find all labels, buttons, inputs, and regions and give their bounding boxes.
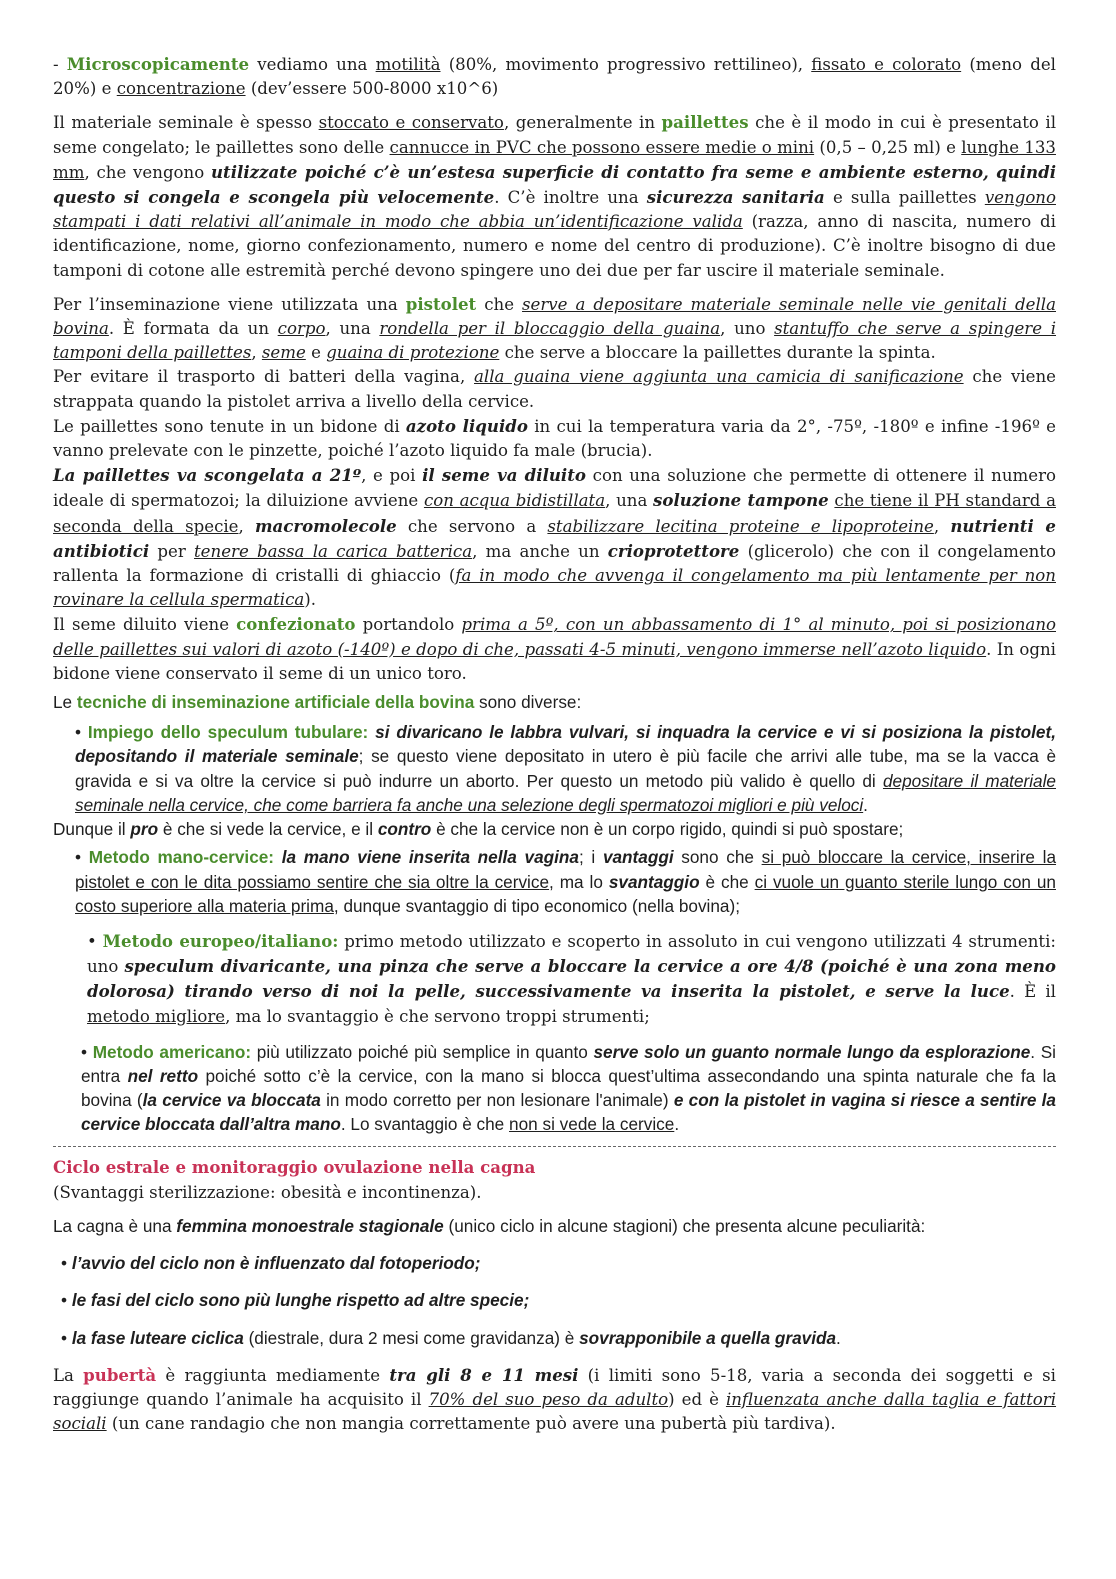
bullet-metodo-americano: • Metodo americano: più utilizzato poiché più semplice in quanto serve solo un guanto normale lungo da esplorazione. Si entra nel retto poiché sotto c’è la cervice, con la mano si blocca quest’ultima assecondando una spinta naturale che fa la bovina (la cervice va bloccata in modo corretto per non lesionare l'animale) e con la pistolet in vagina si riesce a sentire la cervice bloccata dall’altra mano. Lo svantaggio è che non si vede la cervice. bbox=[81, 1041, 1057, 1135]
keyword-confezionato: confezionato bbox=[236, 614, 356, 635]
list-item: • la fase luteare ciclica (diestrale, dura 2 mesi come gravidanza) è sovrapponibile a quella gravida. bbox=[61, 1327, 841, 1348]
paragraph-bacteria: Per evitare il trasporto di batteri della vagina, alla guaina viene aggiunta una camicia di sanificazione che viene strappata quando la pistolet arriva a livello della cervice. bbox=[53, 367, 1056, 411]
bullet-icon: • bbox=[87, 931, 97, 951]
paragraph-tecniche: Le tecniche di inseminazione artificiale della bovina sono diverse: bbox=[53, 692, 582, 713]
bullet-icon: • bbox=[61, 1327, 68, 1348]
paragraph-paillettes: Il materiale seminale è spesso stoccato e conservato, generalmente in paillettes che è il modo in cui è presentato il seme congelato; le paillettes sono delle cannucce in PVC che possono essere medie o mini (0,5 – 0,25 ml) e lunghe 133 mm, che vengono utilizzate poiché c’è un’estesa superficie di contatto fra seme e ambiente esterno, quindi questo si congela e scongela più velocemente. C’è inoltre una sicurezza sanitaria e sulla paillettes vengono stampati i dati relativi all’animale in modo che abbia un’identificazione valida (razza, anno di nascita, numero di identificazione, nome, giorno confezionamento, numero e nome del centro di produzione). C’è inoltre bisogno di due tamponi di cotone alle estremità perché devono spingere uno dei due per far uscire il materiale seminale. bbox=[53, 112, 1057, 280]
keyword-pistolet: pistolet bbox=[405, 293, 477, 314]
keyword-puberta: pubertà bbox=[83, 1364, 157, 1385]
list-item: • l’avvio del ciclo non è influenzato dal fotoperiodo; bbox=[61, 1253, 481, 1274]
bullet-icon: • bbox=[61, 1253, 68, 1274]
keyword-microscopicamente: Microscopicamente bbox=[66, 54, 250, 74]
bullet-metodo-europeo: • Metodo europeo/italiano: primo metodo utilizzato e scoperto in assoluto in cui vengono utilizzati 4 strumenti: uno speculum divaricante, una pinza che serve a bloccare la cervice a ore 4/8 (poiché è una zona meno dolorosa) tirando verso di noi la pelle, successivamente va inserita la pistolet, e serve la luce. È il metodo migliore, ma lo svantaggio è che servono troppi strumenti; bbox=[87, 930, 1056, 1026]
keyword-tecniche: tecniche di inseminazione artificiale della bovina bbox=[76, 692, 475, 713]
paragraph-azoto: Le paillettes sono tenute in un bidone di azoto liquido in cui la temperatura varia da 2°, -75º, -180º e infine -196º e vanno prelevate con le pinzette, poiché l’azoto liquido fa male (brucia). bbox=[53, 415, 1056, 461]
bullet-icon: • bbox=[75, 722, 82, 743]
list-item: • le fasi del ciclo sono più lunghe rispetto ad altre specie; bbox=[61, 1290, 530, 1311]
bullet-icon: • bbox=[61, 1290, 68, 1311]
paragraph-scongelamento: La paillettes va scongelata a 21º, e poi il seme va diluito con una soluzione che permette di ottenere il numero ideale di spermatozoi; la diluizione avviene con acqua bidistillata, una soluzione tampone che tiene il PH standard a seconda della specie, macromolecole che servono a stabilizzare lecitina proteine e lipoproteine, nutrienti e antibiotici per tenere bassa la carica batterica, ma anche un crioprotettore (glicerolo) che con il congelamento rallenta la formazione di cristalli di ghiaccio (fa in modo che avvenga il congelamento ma più lentamente per non rovinare la cellula spermatica). bbox=[53, 465, 1056, 610]
keyword-paillettes: paillettes bbox=[661, 112, 749, 133]
bullet-icon: • bbox=[75, 847, 82, 868]
paragraph-confezionamento: Il seme diluito viene confezionato portandolo prima a 5º, con un abbassamento di 1° al minuto, poi si posizionano delle paillettes sui valori di azoto (-140º) e dopo di che, passati 4-5 minuti, vengono immerse nell’azoto liquido. In ogni bidone viene conservato il seme di un unico toro. bbox=[53, 614, 1056, 683]
bullet-speculum-tubulare: • Impiego dello speculum tubulare: si divaricano le labbra vulvari, si inquadra la cervice e vi si posiziona la pistolet, depositando il materiale seminale; se questo viene depositato in utero è più facile che arrivi alle tube, ma se la vacca è gravida e si va oltre la cervice si può indurre un aborto. Per questo un metodo più valido è quello di depositare il materiale seminale nella cervice, che come barriera fa anche una selezione degli spermatozoi migliori e più veloci. bbox=[75, 722, 1056, 815]
section-divider bbox=[53, 1146, 1056, 1147]
section-note: (Svantaggi sterilizzazione: obesità e incontinenza). bbox=[53, 1182, 482, 1202]
bullet-icon: • bbox=[81, 1041, 88, 1062]
section-title: Ciclo estrale e monitoraggio ovulazione nella cagna bbox=[53, 1156, 536, 1177]
paragraph-puberta: La pubertà è raggiunta mediamente tra gli 8 e 11 mesi (i limiti sono 5-18, varia a seconda dei soggetti e si raggiunge quando l’animale ha acquisito il 70% del suo peso da adulto) ed è influenzata anche dalla taglia e fattori sociali (un cane randagio che non mangia correttamente può avere una pubertà più tardiva). bbox=[53, 1364, 1057, 1434]
paragraph-pro-contro: Dunque il pro è che si vede la cervice, e il contro è che la cervice non è un corpo rigido, quindi si può spostare; bbox=[53, 819, 904, 840]
paragraph-cagna-intro: La cagna è una femmina monoestrale stagionale (unico ciclo in alcune stagioni) che presenta alcune peculiarità: bbox=[53, 1215, 926, 1236]
bullet-mano-cervice: • Metodo mano-cervice: la mano viene inserita nella vagina; i vantaggi sono che si può bloccare la cervice, inserire la pistolet e con le dita possiamo sentire che sia oltre la cervice, ma lo svantaggio è che ci vuole un guanto sterile lungo con un costo superiore alla materia prima, dunque svantaggio di tipo economico (nella bovina); bbox=[75, 847, 1057, 916]
paragraph-pistolet: Per l’inseminazione viene utilizzata una pistolet che serve a depositare materiale seminale nelle vie genitali della bovina. È formata da un corpo, una rondella per il bloccaggio della guaina, uno stantuffo che serve a spingere i tamponi della paillettes, seme e guaina di protezione che serve a bloccare la paillettes durante la spinta. bbox=[53, 293, 1057, 363]
peculiarity-list bbox=[53, 1251, 1056, 1350]
paragraph-microscopy: - Microscopicamente vediamo una motilità (80%, movimento progressivo rettilineo), fissato e colorato (meno del 20%) e concentrazione (dev’essere 500-8000 x10^6) bbox=[53, 54, 1056, 99]
